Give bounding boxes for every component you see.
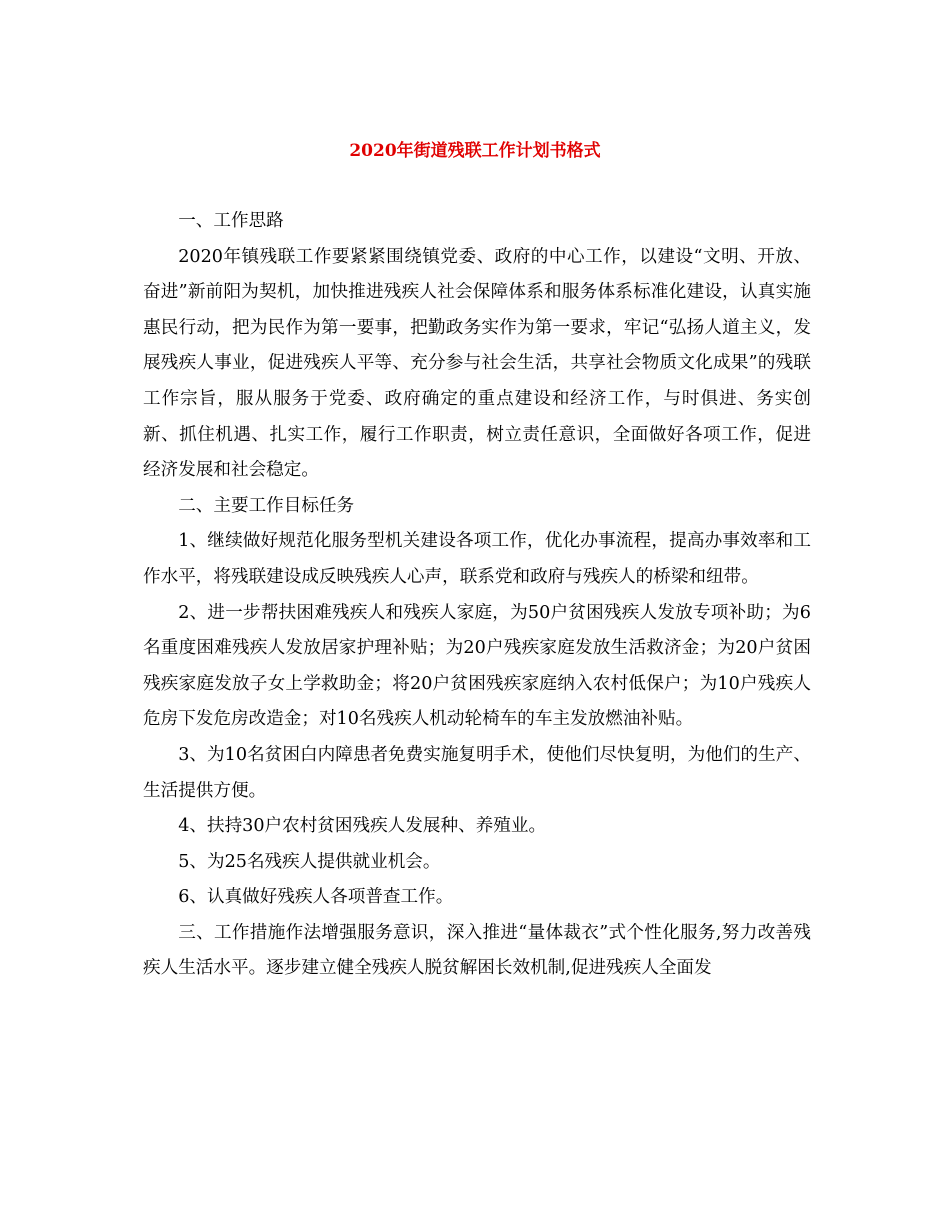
paragraph: 三、工作措施作法增强服务意识，深入推进“量体裁衣”式个性化服务,努力改善残疾人生活水平。逐步建立健全残疾人脱贫解困长效机制,促进残疾人全面发 bbox=[143, 922, 811, 979]
section-heading: 二、主要工作目标任务 bbox=[178, 495, 355, 516]
paragraph: 3、为10名贫困白内障患者免费实施复明手术，使他们尽快复明，为他们的生产、生活提供方便。 bbox=[143, 744, 811, 801]
paragraph: 1、继续做好规范化服务型机关建设各项工作，优化办事流程，提高办事效率和工作水平，将残联建设成反映残疾人心声，联系党和政府与残疾人的桥梁和纽带。 bbox=[143, 531, 811, 587]
section-heading: 一、工作思路 bbox=[178, 211, 284, 231]
paragraph: 4、扶持30户农村贫困残疾人发展种、养殖业。 bbox=[178, 816, 547, 837]
document-body bbox=[143, 204, 811, 987]
paragraph: 2020年镇残联工作要紧紧围绕镇党委、政府的中心工作，以建设“文明、开放、奋进”新前阳为契机，加快推进残疾人社会保障体系和服务体系标准化建设，认真实施惠民行动，把为民作为第一要事，把勤政务实作为第一要求，牢记“弘扬人道主义，发展残疾人事业，促进残疾人平等、充分参与社会生活，共享社会物质文化成果”的残联工作宗旨，服从服务于党委、政府确定的重点建设和经济工作，与时俱进、务实创新、抓住机遇、扎实工作，履行工作职责，树立责任意识，全面做好各项工作，促进经济发展和社会稳定。 bbox=[143, 246, 811, 481]
document-title: 2020年街道残联工作计划书格式 bbox=[349, 141, 601, 161]
paragraph: 5、为25名残疾人提供就业机会。 bbox=[178, 851, 441, 872]
paragraph: 6、认真做好残疾人各项普查工作。 bbox=[178, 887, 454, 908]
paragraph: 2、进一步帮扶困难残疾人和残疾人家庭，为50户贫困残疾人发放专项补助；为6名重度困难残疾人发放居家护理补贴；为20户残疾家庭发放生活救济金；为20户贫困残疾家庭发放子女上学救助金；将20户贫困残疾家庭纳入农村低保户；为10户残疾人危房下发危房改造金；对10名残疾人机动轮椅车的车主发放燃油补贴。 bbox=[143, 602, 811, 730]
